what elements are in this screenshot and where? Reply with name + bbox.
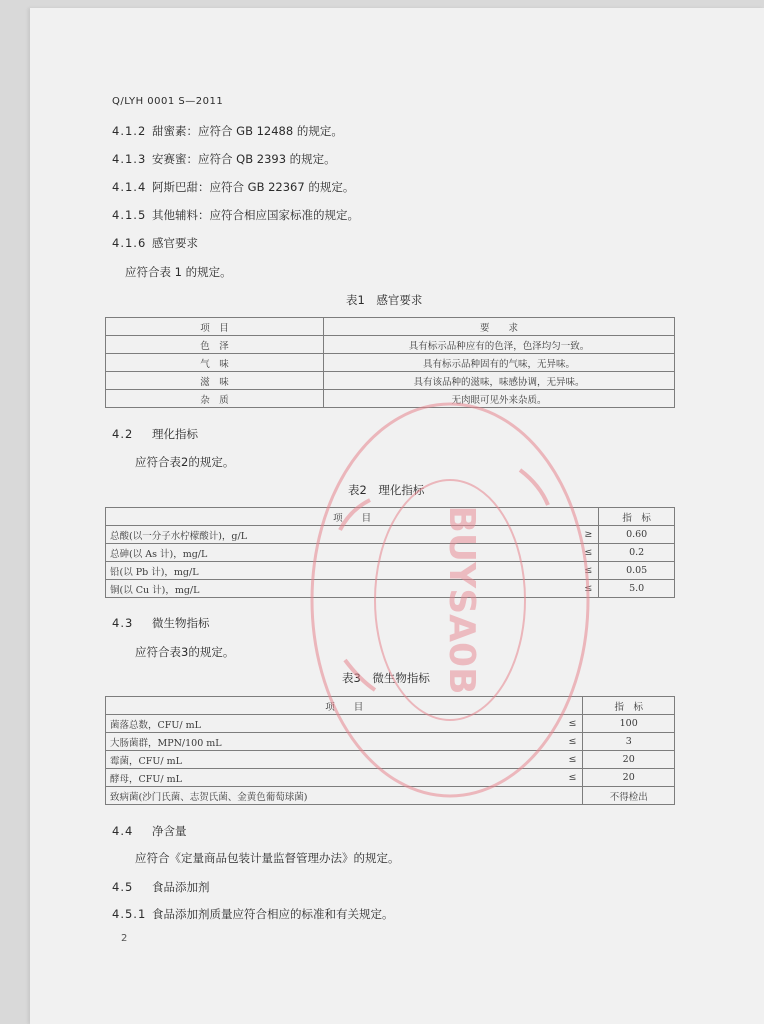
clause-number: 4.1.2	[112, 124, 147, 138]
clause-4-1-2	[112, 124, 343, 138]
table-cell: ≤	[552, 769, 583, 787]
clause-4-1-5	[112, 208, 359, 222]
table3-caption: 表3 微生物指标	[342, 671, 430, 685]
clause-4-1-6	[112, 236, 198, 250]
section-number: 4.2	[112, 427, 134, 441]
table-sensory	[105, 317, 675, 408]
section-4-3-intro: 应符合表3的规定。	[135, 645, 235, 659]
table-cell: 酵母，CFU/ mL	[106, 769, 553, 787]
clause-text: 其他辅料：应符合相应国家标准的规定。	[152, 208, 359, 222]
table1-caption: 表1 感官要求	[346, 293, 423, 307]
table-row	[106, 390, 675, 408]
section-4-2-intro: 应符合表2的规定。	[135, 455, 235, 469]
section-4-5	[112, 880, 210, 894]
clause-4-5-1	[112, 907, 394, 921]
clause-4-1-3	[112, 152, 336, 166]
clause-4-1-4	[112, 180, 354, 194]
table-cell: 不得检出	[583, 787, 675, 805]
table-physicochemical	[105, 507, 675, 598]
table-row	[106, 544, 675, 562]
header-cell: 要 求	[324, 318, 675, 336]
section-4-4-text: 应符合《定量商品包装计量监督管理办法》的规定。	[135, 851, 400, 865]
sensory-intro: 应符合表 1 的规定。	[125, 265, 232, 279]
table-row	[106, 354, 675, 372]
table-cell: 具有标示品种应有的色泽，色泽均匀一致。	[324, 336, 675, 354]
clause-text: 食品添加剂质量应符合相应的标准和有关规定。	[152, 907, 394, 921]
table-row	[106, 751, 675, 769]
table-cell: 总砷(以 As 计)，mg/L	[106, 544, 569, 562]
table-row	[106, 526, 675, 544]
header-cell: 指 标	[583, 697, 675, 715]
table-microbiological	[105, 696, 675, 805]
table-cell: 100	[583, 715, 675, 733]
table-cell: 气 味	[106, 354, 324, 372]
header-cell: 指 标	[599, 508, 675, 526]
table-cell: 具有标示品种固有的气味，无异味。	[324, 354, 675, 372]
table-row	[106, 372, 675, 390]
section-title: 理化指标	[152, 427, 198, 441]
section-number: 4.3	[112, 616, 134, 630]
clause-number: 4.1.3	[112, 152, 147, 166]
clause-number: 4.1.6	[112, 236, 147, 250]
table-cell: 杂 质	[106, 390, 324, 408]
table-cell: 致病菌(沙门氏菌、志贺氏菌、金黄色葡萄球菌)	[106, 787, 553, 805]
header-cell: 项 目	[106, 697, 583, 715]
table-row	[106, 769, 675, 787]
table-cell: 铜(以 Cu 计)，mg/L	[106, 580, 569, 598]
table-header-row	[106, 697, 675, 715]
section-4-3	[112, 616, 210, 630]
section-4-4	[112, 824, 187, 838]
table-cell: 菌落总数，CFU/ mL	[106, 715, 553, 733]
clause-number: 4.1.5	[112, 208, 147, 222]
table-header-row	[106, 508, 675, 526]
table-row	[106, 715, 675, 733]
document-header: Q/LYH 0001 S—2011	[112, 96, 224, 107]
section-number: 4.4	[112, 824, 134, 838]
clause-text: 甜蜜素：应符合 GB 12488 的规定。	[152, 124, 343, 138]
table-cell: ≤	[552, 715, 583, 733]
table-cell: 总酸(以一分子水柠檬酸计)，g/L	[106, 526, 569, 544]
table-row	[106, 787, 675, 805]
table-cell: 3	[583, 733, 675, 751]
table-cell: ≤	[568, 562, 599, 580]
table-row	[106, 580, 675, 598]
header-cell: 项 目	[106, 318, 324, 336]
table-cell: 0.60	[599, 526, 675, 544]
table-row	[106, 336, 675, 354]
table-header-row	[106, 318, 675, 336]
table-cell: ≤	[568, 580, 599, 598]
table-cell: 色 泽	[106, 336, 324, 354]
table-cell: 铅(以 Pb 计)，mg/L	[106, 562, 569, 580]
table-cell: 滋 味	[106, 372, 324, 390]
header-cell: 项 目	[106, 508, 599, 526]
clause-text: 安赛蜜：应符合 QB 2393 的规定。	[152, 152, 336, 166]
page-number: 2	[121, 933, 128, 944]
table-row	[106, 733, 675, 751]
table-cell: ≥	[568, 526, 599, 544]
clause-text: 阿斯巴甜：应符合 GB 22367 的规定。	[152, 180, 355, 194]
table-cell: 具有该品种的滋味，味感协调，无异味。	[324, 372, 675, 390]
table-cell: 0.05	[599, 562, 675, 580]
section-title: 净含量	[152, 824, 187, 838]
seal-code-text: BUYSA0B	[441, 505, 482, 695]
section-4-2	[112, 427, 198, 441]
section-title: 食品添加剂	[152, 880, 210, 894]
section-number: 4.5	[112, 880, 134, 894]
table-cell	[552, 787, 583, 805]
section-title: 微生物指标	[152, 616, 210, 630]
table-cell: ≤	[552, 733, 583, 751]
table-cell: ≤	[552, 751, 583, 769]
clause-text: 感官要求	[152, 236, 198, 250]
table2-caption: 表2 理化指标	[348, 483, 425, 497]
table-row	[106, 562, 675, 580]
table-cell: 0.2	[599, 544, 675, 562]
table-cell: 20	[583, 769, 675, 787]
clause-number: 4.5.1	[112, 907, 147, 921]
table-cell: 大肠菌群，MPN/100 mL	[106, 733, 553, 751]
clause-number: 4.1.4	[112, 180, 147, 194]
table-cell: 20	[583, 751, 675, 769]
table-cell: 5.0	[599, 580, 675, 598]
table-cell: ≤	[568, 544, 599, 562]
table-cell: 霉菌，CFU/ mL	[106, 751, 553, 769]
table-cell: 无肉眼可见外来杂质。	[324, 390, 675, 408]
